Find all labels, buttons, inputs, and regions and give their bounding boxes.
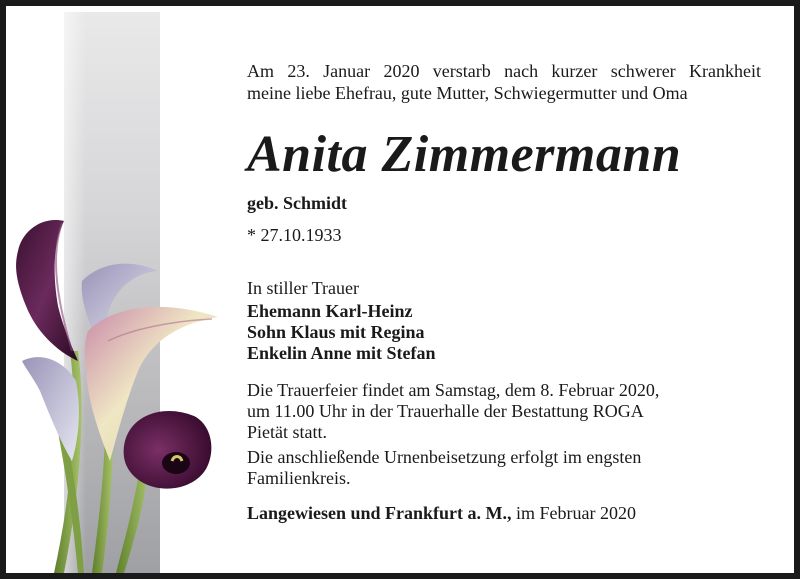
mourner-item: Enkelin Anne mit Stefan xyxy=(247,343,436,363)
maiden-name: geb. Schmidt xyxy=(247,193,348,213)
mourning-label: In stiller Trauer xyxy=(247,278,359,298)
intro-line-1: Am 23. Januar 2020 verstarb nach kurzer schwerer Krankheit xyxy=(247,61,761,81)
birth-date: * 27.10.1933 xyxy=(247,225,342,245)
service-info xyxy=(247,380,717,443)
closing-place: Langewiesen und Frankfurt a. M., xyxy=(247,503,512,523)
burial-info xyxy=(247,447,717,489)
closing-date: im Februar 2020 xyxy=(511,503,636,523)
mourners-list xyxy=(247,301,761,364)
calla-lily-illustration xyxy=(12,211,232,573)
burial-line-1: Die anschließende Urnenbeisetzung erfolgt im engsten xyxy=(247,447,642,467)
service-line-3: Pietät statt. xyxy=(247,422,327,442)
burial-line-2: Familienkreis. xyxy=(247,468,351,488)
mourner-item: Ehemann Karl-Heinz xyxy=(247,301,413,321)
closing-line xyxy=(247,503,761,524)
service-line-1: Die Trauerfeier findet am Samstag, dem 8. Februar 2020, xyxy=(247,380,660,400)
intro-text xyxy=(247,60,761,104)
service-line-2: um 11.00 Uhr in der Trauerhalle der Bestattung ROGA xyxy=(247,401,644,421)
mourner-item: Sohn Klaus mit Regina xyxy=(247,322,425,342)
deceased-name: Anita Zimmermann xyxy=(247,126,682,183)
intro-line-2: meine liebe Ehefrau, gute Mutter, Schwiegermutter und Oma xyxy=(247,83,688,103)
